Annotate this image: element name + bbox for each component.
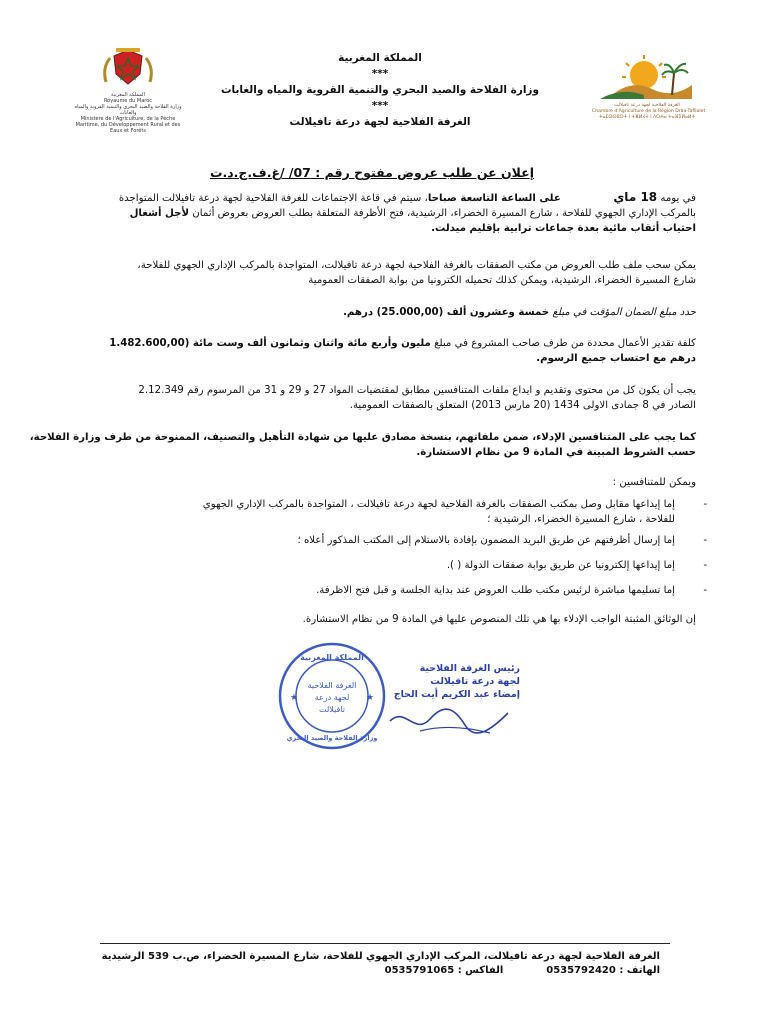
svg-text:★: ★ — [290, 693, 299, 703]
stamp-inner-text: الغرفة الفلاحية — [307, 681, 357, 690]
chamber-title: الغرفة الفلاحية لجهة درعة تافيلالت — [289, 116, 471, 128]
handwritten-signature-icon — [380, 701, 520, 741]
ministry-title: وزارة الفلاحة والصيد البحري والتنمية القروية والمياه والغابات — [220, 84, 540, 96]
p1-text: ، سيتم في قاعة الاجتماعات للغرفة الفلاحية لجهة درعة تافيلالت المتواجدة — [118, 193, 428, 204]
paragraph-options-intro — [72, 475, 696, 490]
kingdom-title: المملكة المغربية — [338, 52, 422, 64]
signature-line: لجهة درعة تافيلالت — [430, 676, 520, 687]
ministry-logo — [72, 48, 184, 134]
paragraph-legal — [72, 383, 696, 413]
sun-palm-logo-icon — [592, 55, 702, 99]
p3-amount: خمسة وعشرون ألف (25.000,00) درهم. — [343, 307, 550, 318]
p6-line: حسب الشروط المبينة في المادة 9 من نظام الاستشارة. — [416, 447, 696, 458]
list-item-text: للفلاحة ، شارع المسيرة الخضراء، الرشيدية ؛ — [487, 514, 675, 525]
paragraph-qualification — [29, 430, 696, 460]
p1-text: في يومه — [657, 193, 696, 204]
footer — [101, 950, 660, 978]
svg-text:★: ★ — [366, 693, 375, 703]
p8-line: إن الوثائق المثبتة الواجب الإدلاء بها هي تلك المنصوص عليها في المادة 9 من نظام الاستشارة. — [302, 614, 696, 625]
p1-text: بالمركب الإداري الجهوي للفلاحة ، شارع المسيرة الخضراء، الرشيدية، فتح الأظرفة المتعلقة بطلب العروض بعروض أثمان — [189, 208, 696, 219]
list-item-text: إما إيداعها إلكترونيا عن طريق بوابة صفقات الدولة ( ). — [446, 560, 675, 571]
list-item-text: إما تسليمها مباشرة لرئيس مكتب طلب العروض عند بداية الجلسة و قبل فتح الاظرفة. — [316, 585, 675, 596]
p1-date: 18 ماي — [613, 190, 658, 204]
left-logo-caption-fr: Royaume du Maroc — [103, 98, 153, 104]
footer-phone: 0535792420 — [546, 965, 616, 976]
list-dash: - — [703, 499, 707, 510]
list-item — [150, 583, 707, 598]
p7-line: ويمكن للمتنافسين : — [612, 477, 696, 488]
left-logo-caption-ar: المملكة المغربية — [111, 92, 145, 98]
official-stamp — [276, 640, 388, 752]
footer-phone-label: الهاتف : — [619, 965, 660, 976]
chamber-logo — [592, 55, 706, 120]
p4-amount-tail: درهم مع احتساب جميع الرسوم. — [536, 353, 696, 364]
p4-text: كلفة تقدير الأعمال محددة من طرف صاحب المشروع في مبلغ — [430, 338, 696, 349]
right-logo-caption-fr: Chambre d'Agriculture de la Région Drâa-Tafilalet — [592, 109, 706, 114]
p5-line: يجب أن يكون كل من محتوى وتقديم و ايداع ملفات المتنافسين مطابق لمقتضيات المواد 27 و 29 و 31 من المرسوم رقم 2.12.349 — [138, 385, 696, 396]
list-item — [150, 558, 707, 573]
list-dash: - — [703, 535, 707, 546]
footer-fax: 0535791065 — [384, 965, 455, 976]
left-logo-ministry-ar: وزارة الفلاحة والصيد البحري والتنمية القروية والمياه والغابات — [74, 104, 182, 116]
list-item-text: إما إرسال أظرفتهم عن طريق البريد المضمون بإفادة بالاستلام إلى المكتب المذكور أعلاه ؛ — [297, 535, 675, 546]
signature-line: إمضاء عبد الكريم أيت الحاج — [393, 689, 520, 700]
p6-line: كما يجب على المتنافسين الإدلاء، ضمن ملفاتهم، بنسخة مصادق عليها من شهادة التأهيل والتصنيف، الممنوحة من طرف وزارة الفلاحة، — [29, 432, 696, 443]
header-separator: *** — [371, 68, 389, 80]
p4-amount: مليون وأربع مائة واثنان وثمانون ألف وست مائة (1.482.600,00 — [109, 338, 431, 349]
p1-works-subject: احتياب أثقاب مائية بعدة جماعات ترابية بإقليم ميدلت. — [431, 223, 696, 234]
footer-fax-label: الفاكس : — [457, 965, 504, 976]
right-logo-caption-tz: ⵜⴰⵎⵙⵙⵓⵔⵜ ⵏ ⵜⴼⵍⵃⵜ ⵏ ⴷⵔⵄⴰ ⵜⴰⴼⵉⵍⴰⵍⵜ — [599, 115, 695, 120]
stamp-outer-text: المملكة المغربية — [300, 653, 364, 662]
list-item — [150, 533, 707, 548]
paragraph-opening — [72, 190, 696, 236]
list-item-text: إما إيداعها مقابل وصل بمكتب الصفقات بالغرفة الفلاحية لجهة درعة تافيلالت ، المتواجدة بالمركب الإداري الجهوي — [202, 499, 675, 510]
stamp-inner-text: لجهة درعة — [314, 693, 350, 702]
footer-address: الغرفة الفلاحية لجهة درعة تافيلالت، المركب الإداري الجهوي للفلاحة، شارع المسيرة الخضراء، ص.ب 539 الرشيدية — [101, 951, 660, 962]
stamp-inner-text: تافيلالت — [319, 705, 345, 714]
submission-options-list — [150, 497, 707, 598]
p5-line: الصادر في 8 جمادى الاولى 1434 (20 مارس 2013) المتعلق بالصفقات العمومية. — [349, 400, 696, 411]
list-dash: - — [703, 560, 707, 571]
signature-block — [380, 662, 520, 741]
paragraph-file-withdrawal — [72, 258, 696, 288]
header-block — [215, 50, 545, 130]
p2-line: يمكن سحب ملف طلب العروض من مكتب الصفقات بالغرفة الفلاحية لجهة درعة تافيلالت، المتواجدة بالمركب الإداري الجهوي للفلاحة، — [137, 260, 696, 271]
stamp-seal-icon — [276, 640, 388, 752]
paragraph-documents — [72, 612, 696, 627]
signature-line: رئيس الغرفة الفلاحية — [419, 663, 520, 674]
stamp-bottom-text: وزارة الفلاحة والصيد البحري — [286, 734, 378, 742]
list-item — [150, 497, 707, 527]
paragraph-guarantee — [72, 305, 696, 320]
p1-works: لأجل أشغال — [129, 208, 190, 219]
header-separator: *** — [371, 100, 389, 112]
list-dash: - — [703, 585, 707, 596]
paragraph-estimate — [72, 336, 696, 366]
coat-of-arms-icon — [72, 48, 184, 88]
left-logo-ministry-fr: Ministère de l'Agriculture, de la Pêche Maritime, du Développement Rural et des Eaux et Forêts — [75, 116, 181, 134]
p3-text: حدد مبلغ الضمان المؤقت في مبلغ — [549, 307, 696, 318]
announcement-title: إعلان عن طلب عروض مفتوح رقم : 07/ /غ.ف.ج.د.ت — [209, 165, 534, 180]
p2-line: شارع المسيرة الخضراء، الرشيدية، ويمكن كذلك تحميله الكترونيا من بوابة الصفقات العمومية — [308, 275, 696, 286]
right-logo-caption-ar: الغرفة الفلاحية لجهة درعة تافيلالت — [614, 103, 680, 108]
p1-time: على الساعة التاسعة صباحا — [427, 193, 561, 204]
footer-divider — [100, 943, 670, 944]
